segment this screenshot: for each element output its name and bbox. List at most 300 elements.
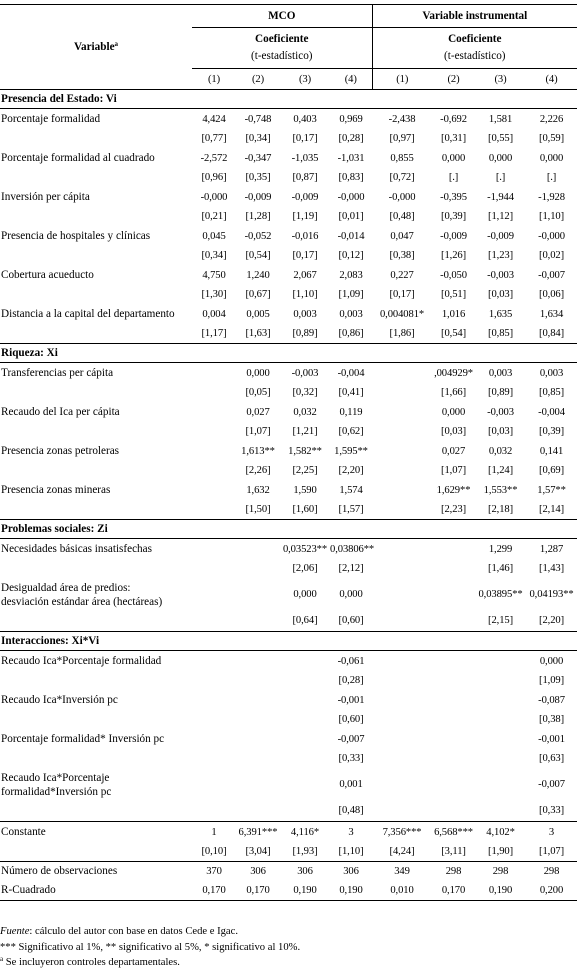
cell-value: [1,10] <box>539 211 565 222</box>
cell-value: [1,86] <box>389 328 415 339</box>
rsquared-row <box>0 881 577 901</box>
cell-value <box>236 671 280 690</box>
cell-value <box>372 690 432 710</box>
cell-value: 0,000 <box>539 152 564 164</box>
cell-value <box>432 710 475 729</box>
cell-value: -0,003 <box>487 269 514 281</box>
cell-value: 1,240 <box>246 269 270 281</box>
cell-value <box>280 768 330 800</box>
cell-value: [0,38] <box>389 250 415 261</box>
cell-value: [0,21] <box>201 211 227 222</box>
cell-value: -0,003 <box>291 367 319 379</box>
cell-value: [0,84] <box>539 328 565 339</box>
cell-value <box>372 710 432 729</box>
table-row-tstat <box>0 129 577 148</box>
cell-value: 0,855 <box>390 152 414 164</box>
cell-value: -1,035 <box>291 152 319 164</box>
cell-value: 0,005 <box>246 308 270 320</box>
cell-value <box>192 749 236 768</box>
cell-value: -0,004 <box>337 367 365 379</box>
cell-value: 0,190 <box>488 885 513 896</box>
cell-value: [2,14] <box>539 504 565 515</box>
cell-value: 0,170 <box>441 885 466 896</box>
section-title: Interacciones: Xi*Vi <box>1 634 100 647</box>
cell-value <box>432 768 475 800</box>
cell-value: [1,19] <box>292 211 318 222</box>
row-label: Necesidades básicas insatisfechas <box>1 542 152 555</box>
row-label: Constante <box>1 825 46 838</box>
cell-value: [0,83] <box>338 172 364 183</box>
cell-value: [0,87] <box>292 172 318 183</box>
cell-value: 0,969 <box>339 113 363 125</box>
cell-value: [0,17] <box>389 289 415 300</box>
cell-value: 0,000 <box>246 367 270 379</box>
cell-value <box>372 539 432 560</box>
cell-value <box>236 800 280 822</box>
cell-value <box>192 690 236 710</box>
cell-value <box>372 578 432 610</box>
cell-value: ,004929* <box>434 367 473 379</box>
cell-value: [0,28] <box>338 675 364 686</box>
cell-value: [0,33] <box>539 805 565 816</box>
row-label: Presencia de hospitales y clínicas <box>1 229 151 242</box>
cell-value: 0,000 <box>539 655 564 667</box>
cell-value: [0,39] <box>441 211 467 222</box>
table-row-tstat <box>0 246 577 265</box>
cell-value: [1,10] <box>338 846 364 857</box>
cell-value: [0,60] <box>338 714 364 725</box>
cell-value: [0,10] <box>201 846 227 857</box>
cell-value: 0,000 <box>339 588 363 600</box>
cell-value: -0,000 <box>200 191 228 203</box>
cell-value: [1,43] <box>539 563 565 574</box>
cell-value: [0,54] <box>441 328 467 339</box>
cell-value: [0,54] <box>245 250 271 261</box>
cell-value <box>372 441 432 461</box>
cell-value <box>372 651 432 672</box>
cell-value: [0,48] <box>338 805 364 816</box>
cell-value: 7,356*** <box>382 826 422 838</box>
cell-value: 1,582** <box>288 445 322 457</box>
row-label-blank <box>0 800 192 822</box>
cell-value: [2,20] <box>539 615 565 626</box>
cell-value: [0,12] <box>338 250 364 261</box>
cell-value <box>372 559 432 578</box>
cell-value: 0,010 <box>390 885 414 896</box>
cell-value <box>372 800 432 822</box>
cell-value: 1,287 <box>539 543 564 555</box>
variable-header: Variable$^a$ <box>0 5 192 90</box>
cell-value <box>192 651 236 672</box>
cell-value: 1,613** <box>241 445 275 457</box>
cell-value: -0,009 <box>291 191 319 203</box>
cell-value: [3,11] <box>441 846 466 857</box>
cell-value <box>192 480 236 500</box>
cell-value: [1,63] <box>245 328 271 339</box>
cell-value <box>372 461 432 480</box>
cell-value <box>236 539 280 560</box>
row-label: Recaudo Ica*Porcentaje formalidad*Inversión pc <box>1 772 112 798</box>
cell-value <box>236 578 280 610</box>
cell-value <box>236 749 280 768</box>
cell-value: 6,391*** <box>238 826 278 838</box>
cell-value: [0,17] <box>292 250 318 261</box>
cell-value: [0,41] <box>338 387 364 398</box>
cell-value: [0,34] <box>201 250 227 261</box>
cell-value: 0,003 <box>488 367 513 379</box>
column-number: (4) <box>545 73 558 85</box>
cell-value <box>236 729 280 749</box>
cell-value <box>372 729 432 749</box>
cell-value: [2,18] <box>488 504 514 515</box>
row-label-blank <box>0 285 192 304</box>
controls-note: $^a$ Se incluyeron controles departamentales. <box>0 955 180 968</box>
cell-value: [0,64] <box>292 615 318 626</box>
cell-value: [1,17] <box>201 328 227 339</box>
cell-value <box>372 480 432 500</box>
iv-header: Variable instrumental <box>372 5 577 28</box>
column-number: (1) <box>372 69 432 90</box>
cell-value: -0,000 <box>388 191 416 203</box>
cell-value: [1,07] <box>539 846 565 857</box>
row-label-blank <box>0 710 192 729</box>
cell-value: [2,26] <box>245 465 271 476</box>
cell-value <box>192 710 236 729</box>
cell-value <box>280 671 330 690</box>
cell-value <box>432 729 475 749</box>
cell-value: [0,86] <box>338 328 364 339</box>
cell-value: 0,119 <box>339 406 363 418</box>
cell-value: [2,15] <box>488 615 514 626</box>
table-row <box>0 441 577 461</box>
significance-note: *** Significativo al 1%, ** significativo al 5%, * significativo al 10%. <box>0 941 301 953</box>
cell-value <box>192 539 236 560</box>
cell-value: 0,170 <box>246 885 270 896</box>
row-label-blank <box>0 500 192 520</box>
cell-value: [0,67] <box>245 289 271 300</box>
cell-value: [0,72] <box>389 172 415 183</box>
column-number: (4) <box>344 73 357 85</box>
cell-value: 0,227 <box>390 269 414 281</box>
cell-value: 0,003 <box>293 308 317 320</box>
cell-value: [0,97] <box>389 133 415 144</box>
cell-value: 2,067 <box>293 269 317 281</box>
cell-value: 0,190 <box>339 885 363 896</box>
cell-value <box>372 500 432 520</box>
row-label-blank <box>0 129 192 148</box>
cell-value: [.] <box>495 172 506 183</box>
cell-value: [1,07] <box>245 426 271 437</box>
cell-value: -0,004 <box>538 406 565 418</box>
table-row-tstat <box>0 710 577 729</box>
cell-value: -2,572 <box>200 152 228 164</box>
cell-value <box>236 559 280 578</box>
cell-value <box>192 363 236 384</box>
cell-value: 2,083 <box>339 269 363 281</box>
cell-value: -0,009 <box>244 191 272 203</box>
cell-value <box>192 578 236 610</box>
cell-value <box>432 749 475 768</box>
cell-value <box>372 402 432 422</box>
row-label: Distancia a la capital del departamento <box>1 307 175 320</box>
row-label: Recaudo del Ica per cápita <box>1 405 120 418</box>
cell-value: -0,003 <box>487 406 514 418</box>
cell-value: 0,141 <box>539 445 564 457</box>
cell-value: 0,000 <box>441 406 466 418</box>
table-row-tstat <box>0 461 577 480</box>
cell-value <box>432 800 475 822</box>
cell-value: 0,004 <box>202 308 226 320</box>
cell-value <box>432 539 475 560</box>
cell-value <box>372 363 432 384</box>
table-row <box>0 480 577 500</box>
cell-value: [.] <box>546 172 557 183</box>
cell-value <box>280 800 330 822</box>
cell-value: 306 <box>343 866 359 877</box>
cell-value: [0,60] <box>338 615 364 626</box>
cell-value: 1,590 <box>293 484 317 496</box>
cell-value <box>192 500 236 520</box>
cell-value: 1 <box>211 826 217 838</box>
cell-value: [1,93] <box>292 846 318 857</box>
mco-coef-header: Coeficiente (t-estadístico) <box>192 28 372 69</box>
cell-value: 0,04193** <box>529 588 574 600</box>
cell-value: 0,000 <box>293 588 317 600</box>
table-row <box>0 402 577 422</box>
cell-value <box>236 610 280 632</box>
table-row-tstat <box>0 500 577 520</box>
cell-value <box>280 710 330 729</box>
row-label: Recaudo Ica*Inversión pc <box>1 693 118 706</box>
cell-value: [1,28] <box>245 211 271 222</box>
cell-value <box>432 559 475 578</box>
cell-value: [0,62] <box>338 426 364 437</box>
row-label: Porcentaje formalidad* Inversión pc <box>1 732 165 745</box>
cell-value: [0,96] <box>201 172 227 183</box>
cell-value: [1,09] <box>539 675 565 686</box>
cell-value <box>280 729 330 749</box>
cell-value: 0,03895** <box>478 588 523 600</box>
cell-value <box>236 710 280 729</box>
table-row-tstat <box>0 610 577 632</box>
row-label-blank <box>0 671 192 690</box>
cell-value <box>192 610 236 632</box>
cell-value: [2,23] <box>441 504 467 515</box>
row-label-blank <box>0 207 192 226</box>
cell-value: 0,027 <box>441 445 466 457</box>
cell-value <box>475 729 526 749</box>
cell-value: 4,424 <box>202 113 226 125</box>
cell-value <box>372 749 432 768</box>
cell-value <box>192 422 236 441</box>
cell-value: 0,032 <box>488 445 513 457</box>
source-note: Fuente: cálculo del autor con base en datos Cede e Igac. <box>0 926 238 937</box>
table-row <box>0 187 577 207</box>
cell-value: 1,016 <box>441 308 466 320</box>
cell-value: [0,02] <box>539 250 565 261</box>
row-label-blank <box>0 324 192 344</box>
cell-value: 0,045 <box>202 230 226 242</box>
cell-value: 1,581 <box>488 113 513 125</box>
cell-value: 0,027 <box>246 406 270 418</box>
cell-value: [0,28] <box>338 133 364 144</box>
cell-value <box>475 651 526 672</box>
table-row-tstat <box>0 671 577 690</box>
cell-value: 0,000 <box>441 152 466 164</box>
cell-value: 6,568*** <box>434 826 473 838</box>
cell-value: 4,102* <box>486 826 515 838</box>
cell-value: 4,116* <box>290 826 320 838</box>
cell-value: 306 <box>250 866 266 877</box>
cell-value: [0,31] <box>441 133 467 144</box>
cell-value: [0,03] <box>488 426 514 437</box>
cell-value <box>236 651 280 672</box>
cell-value: -0,009 <box>487 230 514 242</box>
cell-value: -0,001 <box>538 733 565 745</box>
row-label-blank <box>0 168 192 187</box>
cell-value: 0,03806** <box>330 543 375 555</box>
cell-value: [2,12] <box>338 563 364 574</box>
cell-value: -0,692 <box>440 113 467 125</box>
cell-value: -0,014 <box>337 230 365 242</box>
cell-value: [1,07] <box>441 465 467 476</box>
row-label: Porcentaje formalidad <box>1 112 101 125</box>
cell-value: 0,004081* <box>379 308 425 320</box>
section-title: Riqueza: Xi <box>1 346 58 359</box>
cell-value: 1,632 <box>246 484 270 496</box>
cell-value: 0,190 <box>293 885 317 896</box>
cell-value: -0,748 <box>244 113 272 125</box>
cell-value: 1,299 <box>488 543 513 555</box>
table-row-tstat <box>0 207 577 226</box>
cell-value: -0,052 <box>244 230 272 242</box>
cell-value: -0,009 <box>440 230 467 242</box>
cell-value: [0,17] <box>292 133 318 144</box>
cell-value: 4,750 <box>202 269 226 281</box>
cell-value: -1,031 <box>337 152 365 164</box>
cell-value: 298 <box>543 866 560 877</box>
cell-value <box>280 690 330 710</box>
table-row <box>0 690 577 710</box>
cell-value <box>475 710 526 729</box>
cell-value <box>372 610 432 632</box>
cell-value: 0,003 <box>339 308 363 320</box>
cell-value: [.] <box>448 172 459 183</box>
table-row <box>0 363 577 384</box>
table-row <box>0 109 577 130</box>
cell-value <box>236 768 280 800</box>
cell-value <box>432 690 475 710</box>
cell-value: 3 <box>548 826 555 838</box>
table-row-tstat <box>0 168 577 187</box>
cell-value: 1,553** <box>483 484 518 496</box>
cell-value: 1,635 <box>488 308 513 320</box>
column-number: (2) <box>447 73 460 85</box>
column-number: (3) <box>298 73 312 85</box>
row-label-blank <box>0 422 192 441</box>
cell-value <box>432 578 475 610</box>
cell-value <box>432 671 475 690</box>
cell-value: 0,03523** <box>282 543 328 555</box>
cell-value <box>475 800 526 822</box>
cell-value: 0,032 <box>293 406 317 418</box>
cell-value: [0,01] <box>338 211 364 222</box>
cell-value: [0,32] <box>292 387 318 398</box>
row-label: Porcentaje formalidad al cuadrado <box>1 151 155 164</box>
cell-value <box>236 690 280 710</box>
cell-value <box>192 671 236 690</box>
cell-value: 0,000 <box>488 152 513 164</box>
table-row-tstat <box>0 285 577 304</box>
cell-value: [0,05] <box>245 387 271 398</box>
cell-value: [1,50] <box>245 504 271 515</box>
cell-value: [1,30] <box>201 289 227 300</box>
cell-value: 349 <box>394 866 410 877</box>
cell-value <box>280 749 330 768</box>
cell-value: -1,928 <box>538 191 565 203</box>
row-label-blank <box>0 749 192 768</box>
cell-value: [0,51] <box>441 289 467 300</box>
cell-value <box>475 768 526 800</box>
cell-value <box>372 383 432 402</box>
cell-value: -2,438 <box>388 113 416 125</box>
cell-value: 298 <box>492 866 509 877</box>
cell-value: 1,629** <box>436 484 471 496</box>
cell-value: [1,10] <box>292 289 318 300</box>
cell-value: -0,087 <box>538 694 565 706</box>
row-label: Presencia zonas petroleras <box>1 444 120 457</box>
cell-value: -0,007 <box>538 778 565 790</box>
row-label-blank <box>0 383 192 402</box>
cell-value: 0,200 <box>539 885 564 896</box>
cell-value: 298 <box>445 866 462 877</box>
cell-value: -0,050 <box>440 269 467 281</box>
cell-value: 2,226 <box>539 113 564 125</box>
cell-value: [2,25] <box>292 465 318 476</box>
cell-value <box>280 651 330 672</box>
cell-value: -0,000 <box>337 191 365 203</box>
cell-value <box>372 671 432 690</box>
row-label: Recaudo Ica*Porcentaje formalidad <box>1 654 162 667</box>
cell-value: 1,574 <box>339 484 363 496</box>
cell-value <box>192 800 236 822</box>
column-number: (2) <box>251 73 265 85</box>
table-row-tstat <box>0 422 577 441</box>
cell-value <box>372 422 432 441</box>
iv-coef-header: Coeficiente (t-estadístico) <box>372 28 577 69</box>
cell-value: 3 <box>348 826 354 838</box>
cell-value: [1,12] <box>488 211 514 222</box>
cell-value: [3,04] <box>245 846 271 857</box>
cell-value: [1,66] <box>441 387 467 398</box>
table-row-tstat <box>0 383 577 402</box>
table-row <box>0 768 577 800</box>
constant-row <box>0 822 577 843</box>
cell-value <box>192 402 236 422</box>
cell-value <box>475 690 526 710</box>
cell-value: 1,595** <box>334 445 368 457</box>
cell-value <box>192 441 236 461</box>
column-number: (3) <box>494 73 507 85</box>
cell-value: [1,46] <box>488 563 514 574</box>
cell-value: [1,26] <box>441 250 467 261</box>
table-row <box>0 226 577 246</box>
table-row <box>0 729 577 749</box>
row-label-blank <box>0 461 192 480</box>
section-title: Presencia del Estado: Vi <box>1 92 117 105</box>
cell-value: 0,001 <box>339 778 363 790</box>
cell-value: [1,23] <box>488 250 514 261</box>
